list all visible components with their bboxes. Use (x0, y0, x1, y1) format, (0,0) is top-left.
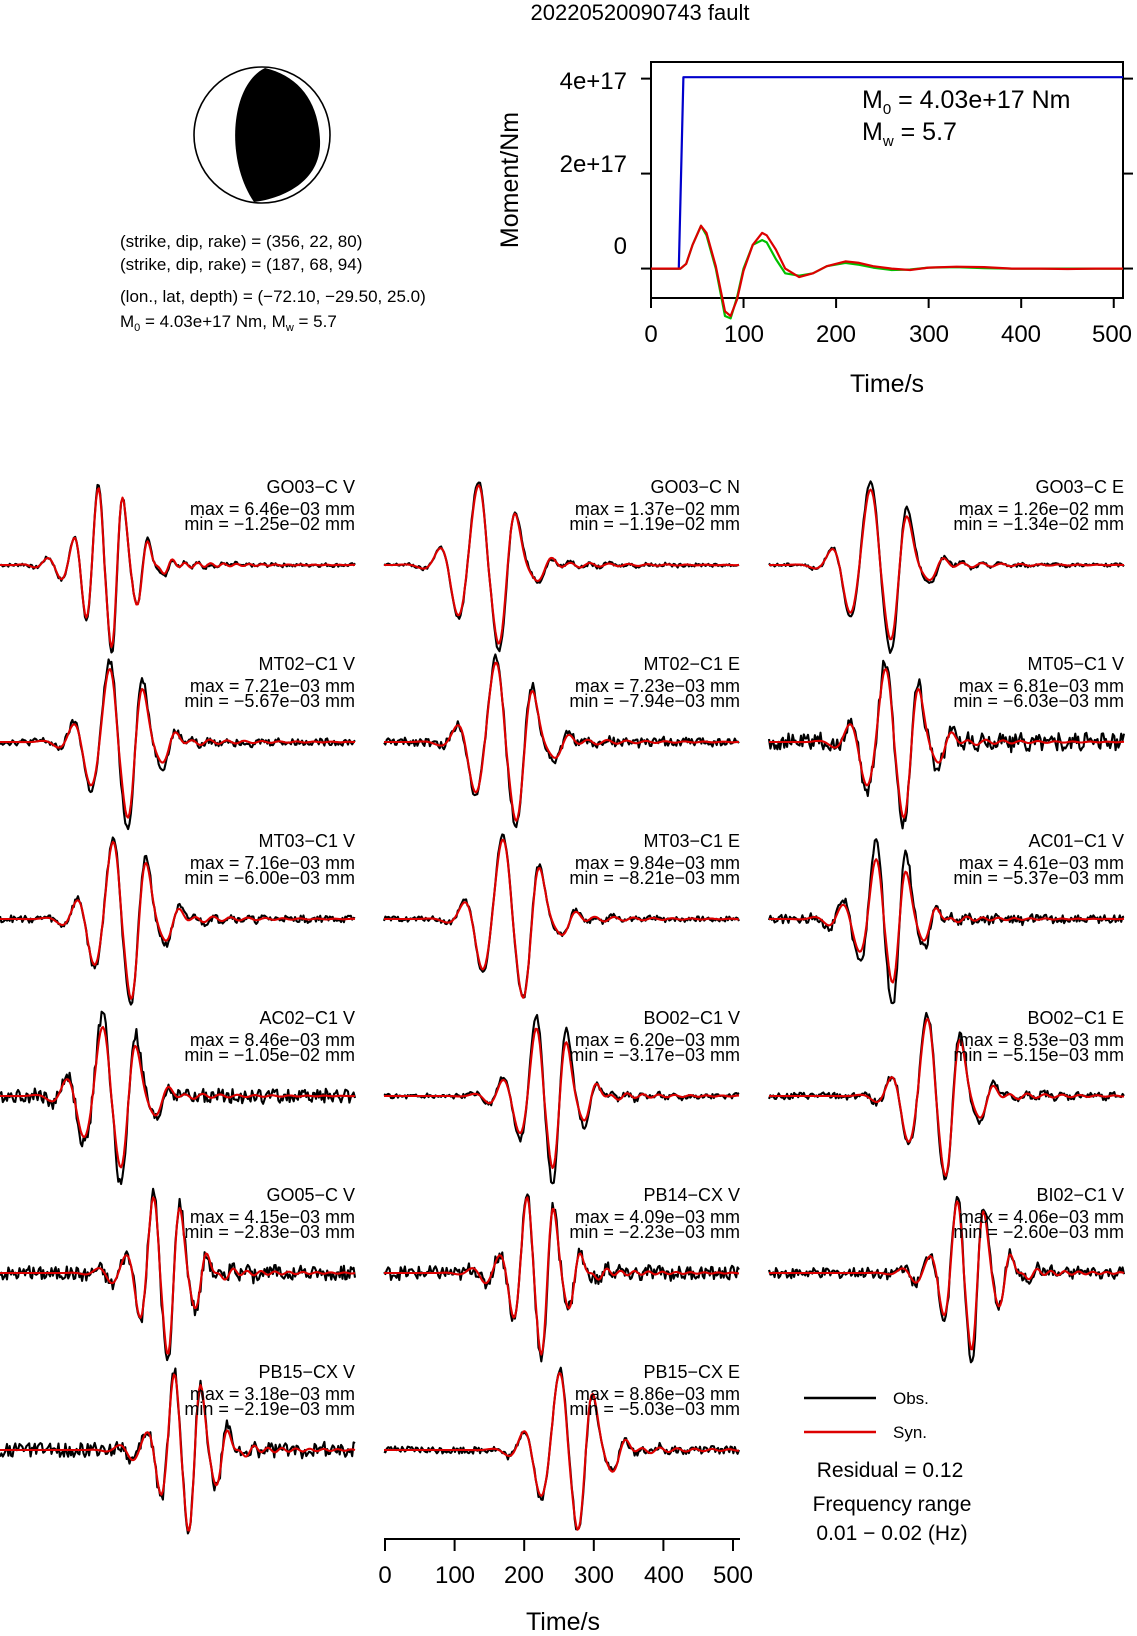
mw-m: M (862, 118, 883, 146)
moment-xtick-0: 0 (644, 321, 658, 348)
station-max: max = 1.37e−02 mm (574, 499, 740, 519)
frequency-range-value: 0.01 − 0.02 (Hz) (816, 1522, 968, 1545)
moment-ytick-4e17: 4e+17 (559, 68, 627, 95)
station-min: min = −7.94e−03 mm (569, 691, 740, 711)
legend-syn-label: Syn. (893, 1423, 928, 1442)
station-label: MT03−C1 V (258, 831, 355, 851)
station-label: MT02−C1 V (258, 654, 355, 674)
mw-sub: w (882, 133, 894, 150)
station-max: max = 7.21e−03 mm (189, 676, 355, 696)
station-cell-pb15-cx-e (569, 1362, 740, 1419)
moment-summary-end: = 5.7 (293, 312, 337, 331)
station-label: GO03−C V (266, 477, 355, 497)
station-max: max = 4.06e−03 mm (958, 1207, 1124, 1227)
station-min: min = −1.25e−02 mm (184, 514, 355, 534)
moment-xtick-400: 400 (1000, 321, 1042, 348)
moment-summary-subw: w (285, 322, 294, 334)
moment-xtick-200: 200 (815, 321, 857, 348)
station-label: AC01−C1 V (1028, 831, 1124, 851)
station-cell-mt02-c1-v (184, 654, 355, 711)
moment-m0-label (862, 86, 1070, 118)
station-min: min = −2.23e−03 mm (569, 1222, 740, 1242)
station-max: max = 8.53e−03 mm (958, 1030, 1124, 1050)
moment-summary-sub0: 0 (134, 322, 141, 334)
figure-title: 20220520090743 fault (530, 0, 750, 25)
legend (804, 1389, 929, 1442)
station-max: max = 6.46e−03 mm (189, 499, 355, 519)
bottom-xtick-500: 500 (712, 1562, 754, 1589)
moment-ylabel: Moment/Nm (496, 111, 524, 249)
station-label: GO05−C V (266, 1185, 355, 1205)
station-cell-bo02-c1-v (569, 1008, 740, 1065)
bottom-xtick-400: 400 (643, 1562, 685, 1589)
station-min: min = −1.34e−02 mm (953, 514, 1124, 534)
waveform-traces (0, 481, 1124, 1533)
station-min: min = −5.67e−03 mm (184, 691, 355, 711)
station-label: MT05−C1 V (1027, 654, 1124, 674)
station-min: min = −5.37e−03 mm (953, 868, 1124, 888)
m0-m: M (862, 86, 883, 114)
station-label: PB15−CX E (643, 1362, 740, 1382)
station-label: BO02−C1 E (1027, 1008, 1124, 1028)
station-cell-pb14-cx-v (569, 1185, 740, 1242)
fault-plane-1: (strike, dip, rake) = (356, 22, 80) (120, 232, 363, 251)
station-min: min = −6.03e−03 mm (953, 691, 1124, 711)
station-cell-mt02-c1-e (569, 654, 740, 711)
frequency-range-label: Frequency range (812, 1493, 972, 1516)
station-cell-go05-c-v (184, 1185, 355, 1242)
residual-text: Residual = 0.12 (816, 1459, 964, 1482)
bottom-xtick-0: 0 (378, 1562, 392, 1589)
station-cell-pb15-cx-v (184, 1362, 355, 1419)
mw-rest: = 5.7 (893, 118, 957, 146)
moment-summary-m: M (120, 312, 135, 331)
station-label: MT02−C1 E (643, 654, 740, 674)
station-label: PB14−CX V (643, 1185, 740, 1205)
station-label: AC02−C1 V (259, 1008, 355, 1028)
moment-xtick-100: 100 (723, 321, 765, 348)
station-label: BI02−C1 V (1036, 1185, 1124, 1205)
station-label: GO03−C E (1035, 477, 1124, 497)
moment-rate-green-line (651, 226, 1123, 319)
station-min: min = −2.83e−03 mm (184, 1222, 355, 1242)
moment-xlabel: Time/s (849, 370, 925, 398)
moment-summary (120, 312, 337, 334)
station-cell-mt03-c1-e (569, 831, 740, 888)
station-cell-mt05-c1-v (953, 654, 1124, 711)
station-min: min = −5.15e−03 mm (953, 1045, 1124, 1065)
m0-rest: = 4.03e+17 Nm (891, 86, 1071, 114)
moment-summary-mid: = 4.03e+17 Nm, M (140, 312, 286, 331)
moment-xtick-500: 500 (1091, 321, 1133, 348)
station-max: max = 6.20e−03 mm (574, 1030, 740, 1050)
station-max: max = 6.81e−03 mm (958, 676, 1124, 696)
hypocenter-location: (lon., lat, depth) = (−72.10, −29.50, 25.0) (120, 287, 426, 306)
bottom-xlabel: Time/s (525, 1608, 601, 1636)
station-cell-mt03-c1-v (184, 831, 355, 888)
station-max: max = 4.61e−03 mm (958, 853, 1124, 873)
station-max: max = 7.16e−03 mm (189, 853, 355, 873)
station-max: max = 8.46e−03 mm (189, 1030, 355, 1050)
station-label: PB15−CX V (258, 1362, 355, 1382)
bottom-xtick-100: 100 (434, 1562, 476, 1589)
bottom-axis-ticks (385, 1539, 733, 1551)
moment-ytick-2e17: 2e+17 (559, 151, 627, 178)
moment-ytick-0: 0 (613, 233, 627, 260)
beachball (194, 67, 330, 203)
station-label: GO03−C N (650, 477, 740, 497)
station-max: max = 1.26e−02 mm (958, 499, 1124, 519)
station-cell-go03-c-n (569, 477, 740, 534)
station-cell-bi02-c1-v (953, 1185, 1124, 1242)
legend-obs-label: Obs. (893, 1389, 929, 1408)
moment-xtick-300: 300 (908, 321, 950, 348)
station-max: max = 4.15e−03 mm (189, 1207, 355, 1227)
station-min: min = −2.60e−03 mm (953, 1222, 1124, 1242)
station-min: min = −8.21e−03 mm (569, 868, 740, 888)
moment-panel (496, 62, 1133, 398)
station-min: min = −1.19e−02 mm (569, 514, 740, 534)
station-max: max = 8.86e−03 mm (574, 1384, 740, 1404)
station-cell-go03-c-v (184, 477, 355, 534)
station-max: max = 4.09e−03 mm (574, 1207, 740, 1227)
station-max: max = 7.23e−03 mm (574, 676, 740, 696)
m0-sub: 0 (882, 101, 892, 118)
station-min: min = −5.03e−03 mm (569, 1399, 740, 1419)
bottom-xtick-300: 300 (573, 1562, 615, 1589)
station-label: BO02−C1 V (643, 1008, 740, 1028)
station-min: min = −6.00e−03 mm (184, 868, 355, 888)
moment-mw-label (862, 118, 957, 150)
fault-plane-2: (strike, dip, rake) = (187, 68, 94) (120, 255, 363, 274)
station-max: max = 9.84e−03 mm (574, 853, 740, 873)
station-cell-ac01-c1-v (953, 831, 1124, 888)
station-min: min = −1.05e−02 mm (184, 1045, 355, 1065)
station-cell-go03-c-e (953, 477, 1124, 534)
station-cell-ac02-c1-v (184, 1008, 355, 1065)
bottom-xtick-200: 200 (503, 1562, 545, 1589)
station-label: MT03−C1 E (643, 831, 740, 851)
station-min: min = −2.19e−03 mm (184, 1399, 355, 1419)
station-min: min = −3.17e−03 mm (569, 1045, 740, 1065)
station-cell-bo02-c1-e (953, 1008, 1124, 1065)
station-max: max = 3.18e−03 mm (189, 1384, 355, 1404)
